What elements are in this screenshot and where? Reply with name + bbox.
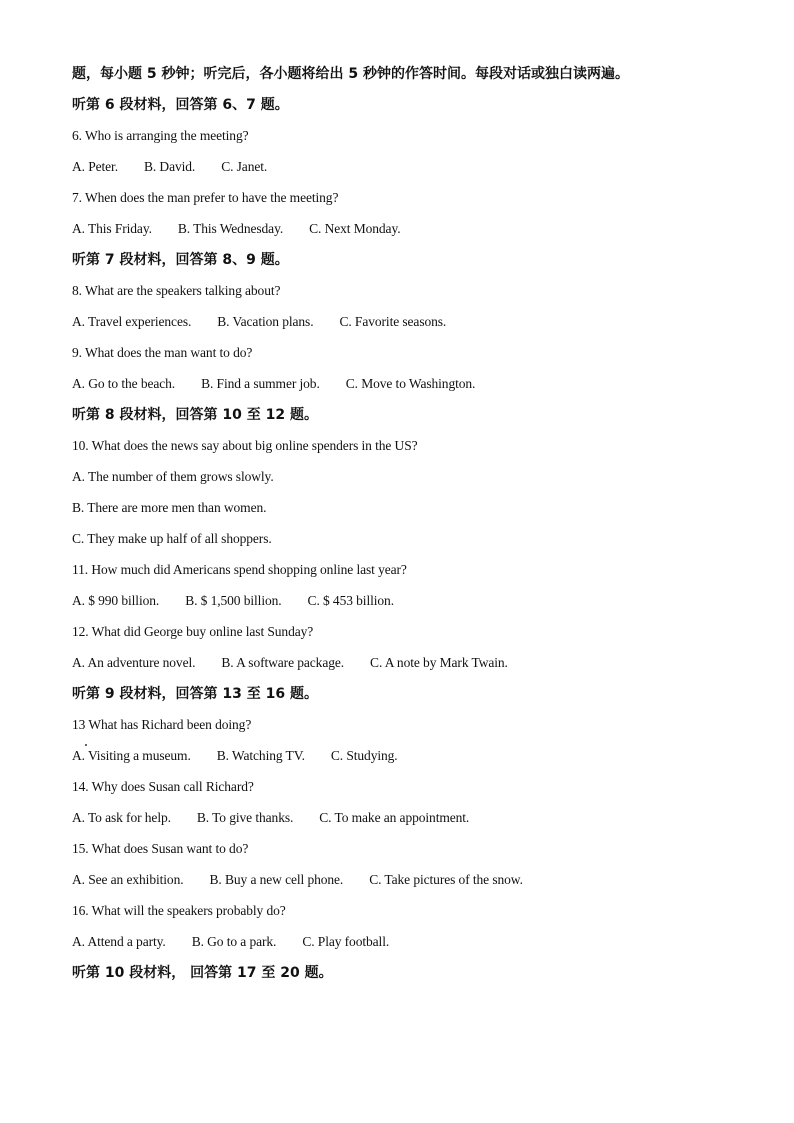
question-text: 6. Who is arranging the meeting? bbox=[72, 128, 249, 143]
question-text: 10. What does the news say about big online spenders in the US? bbox=[72, 438, 418, 453]
answer-option: B. $ 1,500 billion. bbox=[185, 593, 282, 608]
answer-options bbox=[72, 219, 732, 239]
answer-option: C. $ 453 billion. bbox=[307, 593, 394, 608]
answer-options bbox=[72, 932, 732, 952]
question-text: 15. What does Susan want to do? bbox=[72, 841, 249, 856]
question-text: 8. What are the speakers talking about? bbox=[72, 283, 281, 298]
answer-options bbox=[72, 653, 732, 673]
section-heading: 听第 7 段材料，回答第 8、9 题。 bbox=[72, 252, 289, 268]
stray-dot-mark bbox=[85, 744, 87, 746]
answer-option: A. $ 990 billion. bbox=[72, 593, 160, 608]
question-text: B. There are more men than women. bbox=[72, 500, 267, 515]
answer-option: A. Peter. bbox=[72, 159, 118, 174]
answer-options bbox=[72, 746, 732, 766]
answer-option: C. Favorite seasons. bbox=[339, 314, 447, 329]
answer-option: C. Take pictures of the snow. bbox=[369, 872, 523, 887]
answer-option: B. David. bbox=[143, 159, 196, 174]
question-text: C. They make up half of all shoppers. bbox=[72, 531, 272, 546]
answer-option: B. Watching TV. bbox=[216, 748, 305, 763]
answer-options bbox=[72, 870, 732, 890]
answer-option: C. Move to Washington. bbox=[345, 376, 476, 391]
answer-option: B. Find a summer job. bbox=[201, 376, 320, 391]
answer-option: B. This Wednesday. bbox=[177, 221, 284, 236]
question-text: 16. What will the speakers probably do? bbox=[72, 903, 286, 918]
answer-option: A. An adventure novel. bbox=[72, 655, 196, 670]
answer-option: A. To ask for help. bbox=[72, 810, 171, 825]
answer-options bbox=[72, 374, 732, 394]
exam-page bbox=[72, 64, 732, 994]
answer-option: A. Attend a party. bbox=[72, 934, 166, 949]
answer-option: B. Buy a new cell phone. bbox=[209, 872, 344, 887]
section-heading: 听第 10 段材料， 回答第 17 至 20 题。 bbox=[72, 965, 333, 981]
section-heading: 听第 6 段材料，回答第 6、7 题。 bbox=[72, 97, 289, 113]
answer-option: B. A software package. bbox=[221, 655, 345, 670]
answer-option: C. Play football. bbox=[302, 934, 390, 949]
answer-options bbox=[72, 591, 732, 611]
question-text: A. The number of them grows slowly. bbox=[72, 469, 274, 484]
answer-option: C. Studying. bbox=[330, 748, 398, 763]
answer-option: C. Janet. bbox=[221, 159, 268, 174]
answer-option: B. Vacation plans. bbox=[217, 314, 314, 329]
question-text: 9. What does the man want to do? bbox=[72, 345, 253, 360]
question-text: 11. How much did Americans spend shopping online last year? bbox=[72, 562, 407, 577]
answer-option: C. Next Monday. bbox=[309, 221, 401, 236]
answer-option: C. To make an appointment. bbox=[319, 810, 470, 825]
answer-option: B. To give thanks. bbox=[196, 810, 294, 825]
question-text: 13 What has Richard been doing? bbox=[72, 717, 252, 732]
answer-option: A. Travel experiences. bbox=[72, 314, 192, 329]
answer-option: A. See an exhibition. bbox=[72, 872, 184, 887]
answer-options bbox=[72, 312, 732, 332]
question-text: 7. When does the man prefer to have the meeting? bbox=[72, 190, 339, 205]
answer-options bbox=[72, 808, 732, 828]
answer-option: A. Go to the beach. bbox=[72, 376, 176, 391]
section-heading: 听第 8 段材料，回答第 10 至 12 题。 bbox=[72, 407, 318, 423]
answer-option: A. Visiting a museum. bbox=[72, 748, 191, 763]
answer-options bbox=[72, 157, 732, 177]
section-heading: 听第 9 段材料，回答第 13 至 16 题。 bbox=[72, 686, 318, 702]
question-text: 12. What did George buy online last Sunday? bbox=[72, 624, 314, 639]
answer-option: B. Go to a park. bbox=[191, 934, 277, 949]
section-heading: 题，每小题 5 秒钟；听完后，各小题将给出 5 秒钟的作答时间。每段对话或独白读两遍。 bbox=[72, 66, 629, 82]
answer-option: A. This Friday. bbox=[72, 221, 152, 236]
question-text: 14. Why does Susan call Richard? bbox=[72, 779, 254, 794]
answer-option: C. A note by Mark Twain. bbox=[370, 655, 508, 670]
